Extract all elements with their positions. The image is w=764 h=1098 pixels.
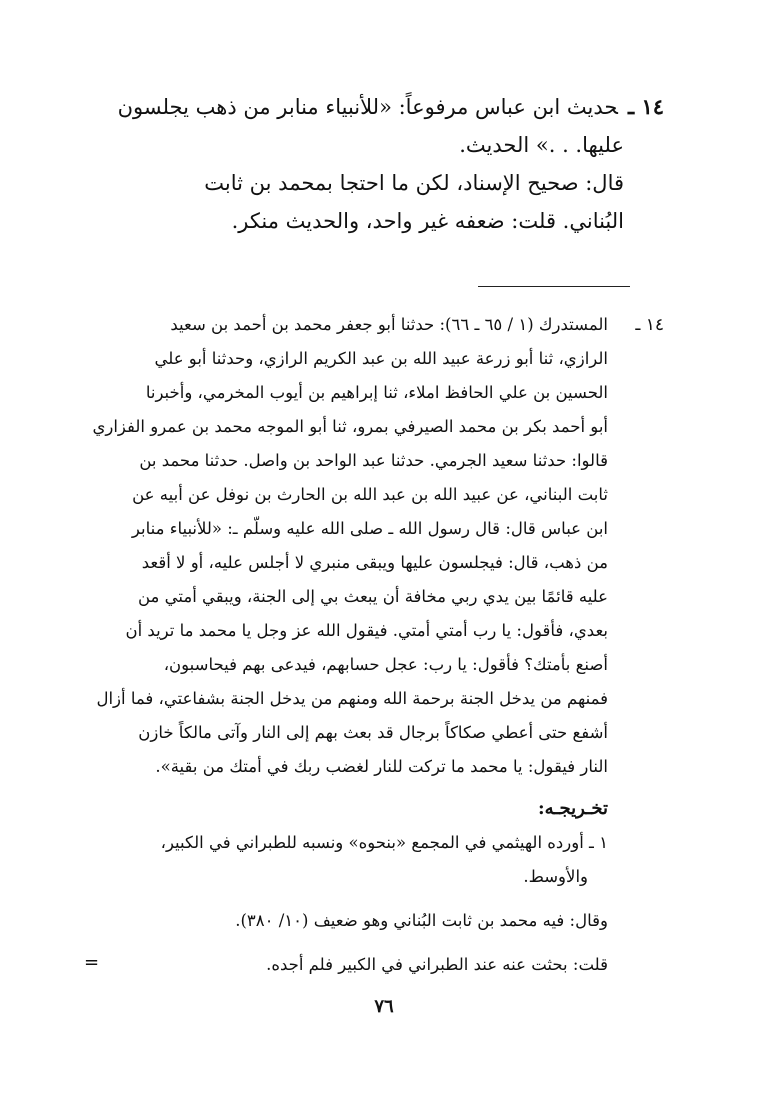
hadith-line-1 <box>79 88 664 126</box>
footnote-line: النار فيقول: يا محمد ما تركت للنار لغضب ربك في أمتك من بقية». <box>155 757 608 776</box>
footnote-line: فمنهم من يدخل الجنة برحمة الله ومنهم من يدخل الجنة بشفاعتي، فما أزال <box>96 689 608 708</box>
hadith-number: ١٤ ـ <box>627 94 664 119</box>
footnote-line: عليه قائمًا بين يدي ربي مخافة أن يبعث بي إلى الجنة، ويبقي أمتي من <box>137 587 608 606</box>
page-number: ٧٦ <box>374 996 394 1017</box>
hadith-line-4: البُناني. قلت: ضعفه غير واحد، والحديث منكر. <box>231 209 624 233</box>
takhrij-section <box>79 792 664 982</box>
takhrij-line: قلت: بحثت عنه عند الطبراني في الكبير فلم أجده. <box>266 955 608 974</box>
footnote-line: الحسين بن علي الحافظ املاء، ثنا إبراهيم بن أيوب المخرمي، وأخبرنا <box>145 383 608 402</box>
footnote-body <box>79 308 664 784</box>
footnote-line: أصنع بأمتك؟ فأقول: يا رب: عجل حسابهم، فيدعى بهم فيحاسبون، <box>163 655 608 674</box>
takhrij-line: والأوسط. <box>523 867 588 886</box>
footnote-line: ابن عباس قال: قال رسول الله ـ صلى الله عليه وسلّم ـ: «للأنبياء منابر <box>131 519 608 538</box>
footnote-line: أبو أحمد بكر بن محمد الصيرفي بمرو، ثنا أبو الموجه محمد بن عمرو الفزاري <box>92 417 608 436</box>
footnote-line: بعدي، فأقول: يا رب أمتي أمتي. فيقول الله عز وجل يا محمد ما تريد أن <box>125 621 608 640</box>
takhrij-line: وقال: فيه محمد بن ثابت البُناني وهو ضعيف (١٠/ ٣٨٠). <box>235 911 608 930</box>
footnote-line: ثابت البناني، عن عبيد الله بن عبد الله بن الحارث بن نوفل عن أبيه عن <box>132 485 608 504</box>
takhrij-line: ١ ـ أورده الهيثمي في المجمع «بنحوه» ونسبه للطبراني في الكبير، <box>160 833 608 852</box>
footnote-line: من ذهب، قال: فيجلسون عليها ويبقى منبري لا أجلس عليه، أو لا أقعد <box>141 553 608 572</box>
footnote-line: الرازي، ثنا أبو زرعة عبيد الله بن عبد الكريم الرازي، وحدثنا أبو علي <box>154 349 608 368</box>
takhrij-body <box>79 792 664 982</box>
hadith-line-3: قال: صحيح الإسناد، لكن ما احتجا بمحمد بن ثابت <box>204 171 624 195</box>
continuation-mark: = <box>84 952 100 973</box>
footnote-number: ١٤ ـ <box>635 315 664 335</box>
hadith-text-1: حديث ابن عباس مرفوعاً: «للأنبياء منابر من ذهب يجلسون <box>117 95 618 119</box>
footnote-divider <box>478 286 630 287</box>
footnote-line: أشفع حتى أعطي صكاكاً برجال قد بعث بهم إلى النار وآتى مالكاً خازن <box>138 723 608 742</box>
footnote-line: المستدرك (١ / ٦٥ ـ ٦٦): حدثنا أبو جعفر محمد بن أحمد بن سعيد <box>170 315 608 334</box>
hadith-entry <box>79 88 664 240</box>
footnote <box>79 308 664 784</box>
footnote-line: قالوا: حدثنا سعيد الجرمي. حدثنا عبد الواحد بن واصل. حدثنا محمد بن <box>139 451 608 470</box>
hadith-line-2: عليها. . .» الحديث. <box>459 133 624 157</box>
takhrij-title: تخـريجـه: <box>537 798 608 819</box>
